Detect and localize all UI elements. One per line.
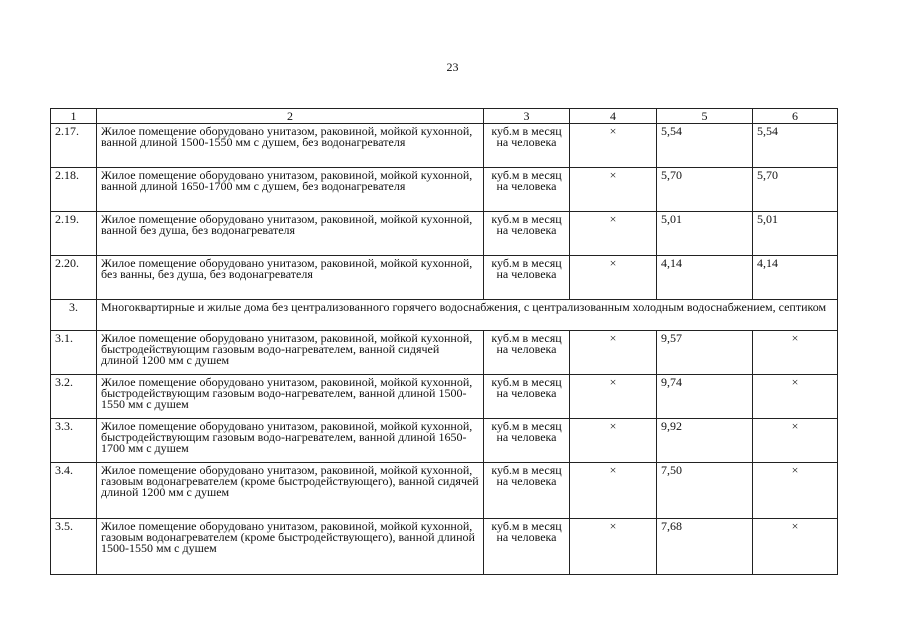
consumption-norms-table	[50, 108, 838, 575]
not-applicable-mark: ×	[570, 168, 657, 212]
norm-value: 5,70	[657, 168, 753, 212]
unit-cell: куб.м в месяц на человека	[484, 419, 570, 463]
item-description: Жилое помещение оборудовано унитазом, раковиной, мойкой кухонной, газовым водонагревателем (кроме быстродействующего), ванной сидячей длиной 1200 мм с душем	[97, 463, 484, 519]
not-applicable-mark: ×	[570, 124, 657, 168]
not-applicable-mark: ×	[570, 519, 657, 575]
norm-value: 9,74	[657, 375, 753, 419]
item-number: 3.5.	[51, 519, 97, 575]
column-header: 1	[51, 109, 97, 124]
not-applicable-mark: ×	[753, 331, 838, 375]
item-number: 3.3.	[51, 419, 97, 463]
unit-cell: куб.м в месяц на человека	[484, 168, 570, 212]
column-number-row	[51, 109, 838, 124]
norm-value: 5,54	[753, 124, 838, 168]
section-row	[51, 300, 838, 331]
item-number: 3.4.	[51, 463, 97, 519]
column-header: 4	[570, 109, 657, 124]
item-number: 3.2.	[51, 375, 97, 419]
item-description: Жилое помещение оборудовано унитазом, раковиной, мойкой кухонной, быстродействующим газовым водо-нагревателем, ванной длиной 1500-1550 мм с душем	[97, 375, 484, 419]
norm-value: 7,50	[657, 463, 753, 519]
page-number: 23	[446, 60, 459, 74]
item-description: Жилое помещение оборудовано унитазом, раковиной, мойкой кухонной, ванной без душа, без водонагревателя	[97, 212, 484, 256]
column-header: 5	[657, 109, 753, 124]
not-applicable-mark: ×	[753, 375, 838, 419]
item-number: 2.17.	[51, 124, 97, 168]
item-description: Жилое помещение оборудовано унитазом, раковиной, мойкой кухонной, без ванны, без душа, без водонагревателя	[97, 256, 484, 300]
not-applicable-mark: ×	[570, 419, 657, 463]
unit-cell: куб.м в месяц на человека	[484, 331, 570, 375]
not-applicable-mark: ×	[570, 256, 657, 300]
table-row	[51, 124, 838, 168]
norm-value: 9,57	[657, 331, 753, 375]
item-description: Жилое помещение оборудовано унитазом, раковиной, мойкой кухонной, ванной длиной 1650-1700 мм с душем, без водонагревателя	[97, 168, 484, 212]
section-number: 3.	[51, 300, 97, 331]
not-applicable-mark: ×	[570, 212, 657, 256]
unit-cell: куб.м в месяц на человека	[484, 256, 570, 300]
table-row	[51, 419, 838, 463]
table-row	[51, 256, 838, 300]
not-applicable-mark: ×	[753, 519, 838, 575]
norm-value: 4,14	[753, 256, 838, 300]
column-header: 2	[97, 109, 484, 124]
table-row	[51, 168, 838, 212]
item-description: Жилое помещение оборудовано унитазом, раковиной, мойкой кухонной, ванной длиной 1500-1550 мм с душем, без водонагревателя	[97, 124, 484, 168]
norm-value: 9,92	[657, 419, 753, 463]
norm-value: 5,70	[753, 168, 838, 212]
unit-cell: куб.м в месяц на человека	[484, 124, 570, 168]
unit-cell: куб.м в месяц на человека	[484, 375, 570, 419]
norm-value: 7,68	[657, 519, 753, 575]
unit-cell: куб.м в месяц на человека	[484, 463, 570, 519]
column-header: 6	[753, 109, 838, 124]
section-title: Многоквартирные и жилые дома без централизованного горячего водоснабжения, с централизованным холодным водоснабжением, септиком	[97, 300, 838, 331]
table-row	[51, 463, 838, 519]
norm-value: 5,01	[657, 212, 753, 256]
not-applicable-mark: ×	[753, 463, 838, 519]
not-applicable-mark: ×	[570, 463, 657, 519]
item-description: Жилое помещение оборудовано унитазом, раковиной, мойкой кухонной, газовым водонагревателем (кроме быстродействующего), ванной длиной 1500-1550 мм с душем	[97, 519, 484, 575]
norm-value: 4,14	[657, 256, 753, 300]
norm-value: 5,54	[657, 124, 753, 168]
table-row	[51, 375, 838, 419]
not-applicable-mark: ×	[570, 331, 657, 375]
item-number: 2.18.	[51, 168, 97, 212]
not-applicable-mark: ×	[570, 375, 657, 419]
table-row	[51, 212, 838, 256]
table-row	[51, 331, 838, 375]
item-description: Жилое помещение оборудовано унитазом, раковиной, мойкой кухонной, быстродействующим газовым водо-нагревателем, ванной длиной 1650-1700 мм с душем	[97, 419, 484, 463]
norm-value: 5,01	[753, 212, 838, 256]
table-row	[51, 519, 838, 575]
not-applicable-mark: ×	[753, 419, 838, 463]
column-header: 3	[484, 109, 570, 124]
item-description: Жилое помещение оборудовано унитазом, раковиной, мойкой кухонной, быстродействующим газовым водо-нагревателем, ванной сидячей длиной 1200 мм с душем	[97, 331, 484, 375]
item-number: 2.20.	[51, 256, 97, 300]
item-number: 2.19.	[51, 212, 97, 256]
unit-cell: куб.м в месяц на человека	[484, 212, 570, 256]
item-number: 3.1.	[51, 331, 97, 375]
unit-cell: куб.м в месяц на человека	[484, 519, 570, 575]
